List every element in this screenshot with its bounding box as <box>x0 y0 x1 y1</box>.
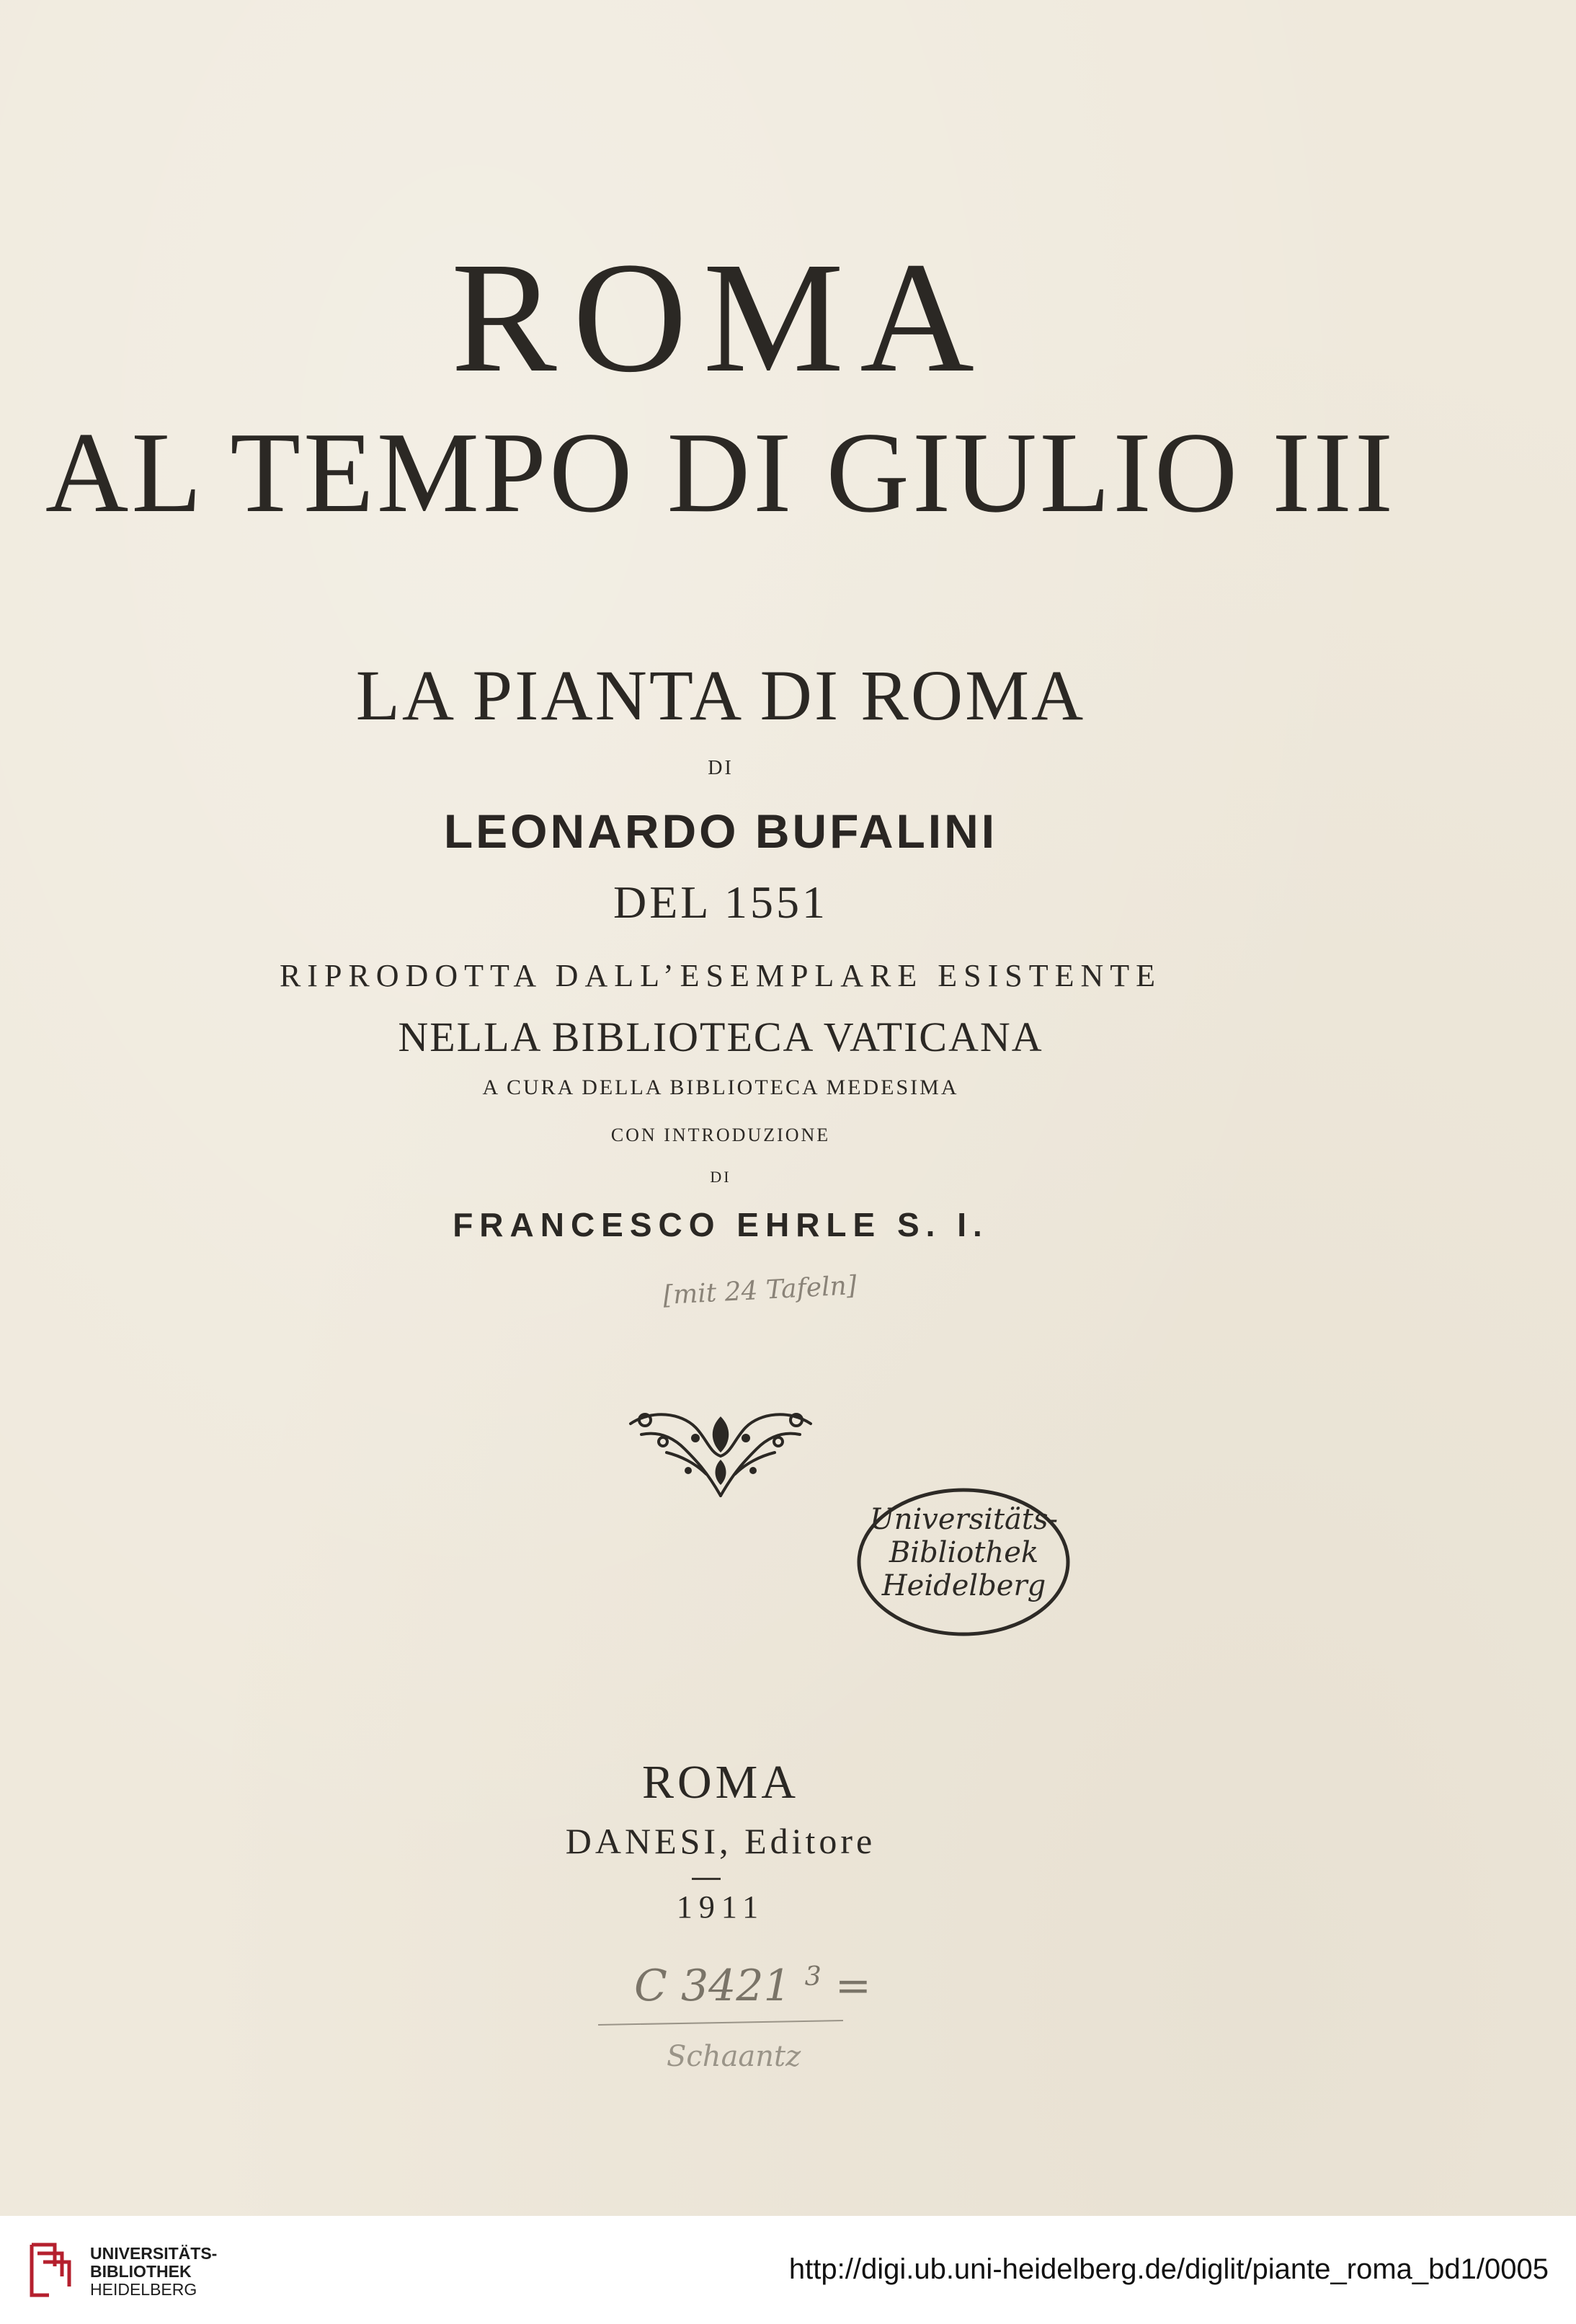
main-title: ROMA <box>450 229 991 405</box>
by-label: DI <box>708 757 734 779</box>
author-name: LEONARDO BUFALINI <box>443 804 998 858</box>
imprint-city: ROMA <box>641 1756 800 1809</box>
library-name-line-1: UNIVERSITÄTS- <box>90 2244 218 2263</box>
year-line: DEL 1551 <box>613 877 829 928</box>
stamp-text <box>854 1503 1074 1602</box>
shelfmark-number: C 3421 <box>634 1961 791 2011</box>
stamp-line-2: Bibliothek <box>889 1536 1039 1569</box>
by-label-2: DI <box>710 1168 731 1186</box>
imprint-year: 1911 <box>676 1889 765 1925</box>
shelfmark-rule <box>598 2020 843 2026</box>
handwritten-signature: Schaantz <box>667 2040 801 2073</box>
handwritten-shelfmark <box>634 1961 871 2011</box>
shelfmark-equals: = <box>834 1961 872 2011</box>
shelfmark-superscript: 3 <box>804 1962 822 1992</box>
editor-name: FRANCESCO EHRLE S. I. <box>453 1206 989 1243</box>
library-name-line-2: BIBLIOTHEK <box>90 2262 192 2281</box>
library-name-line-3: HEIDELBERG <box>90 2280 197 2299</box>
footer-bar <box>0 2216 1576 2324</box>
care-line: A CURA DELLA BIBLIOTECA MEDESIMA <box>482 1075 959 1099</box>
handwritten-note: [mit 24 Tafeln] <box>662 1270 858 1311</box>
university-library-logo-icon <box>26 2237 76 2302</box>
ornament-icon <box>623 1402 818 1499</box>
permalink-url[interactable]: http://digi.ub.uni-heidelberg.de/diglit/piante_roma_bd1/0005 <box>788 2253 1549 2285</box>
introduction-line: CON INTRODUZIONE <box>610 1125 831 1145</box>
stamp-line-3: Heidelberg <box>881 1569 1046 1602</box>
stamp-line-1: Universitäts- <box>869 1503 1058 1536</box>
library-line: NELLA BIBLIOTECA VATICANA <box>398 1014 1043 1060</box>
work-title: LA PIANTA DI ROMA <box>355 655 1086 735</box>
library-name <box>90 2245 217 2299</box>
imprint-rule <box>692 1878 721 1880</box>
subtitle: AL TEMPO DI GIULIO III <box>45 408 1397 536</box>
reproduction-line: RIPRODOTTA DALL’ESEMPLARE ESISTENTE <box>279 958 1162 993</box>
imprint-publisher: DANESI, Editore <box>565 1821 876 1861</box>
